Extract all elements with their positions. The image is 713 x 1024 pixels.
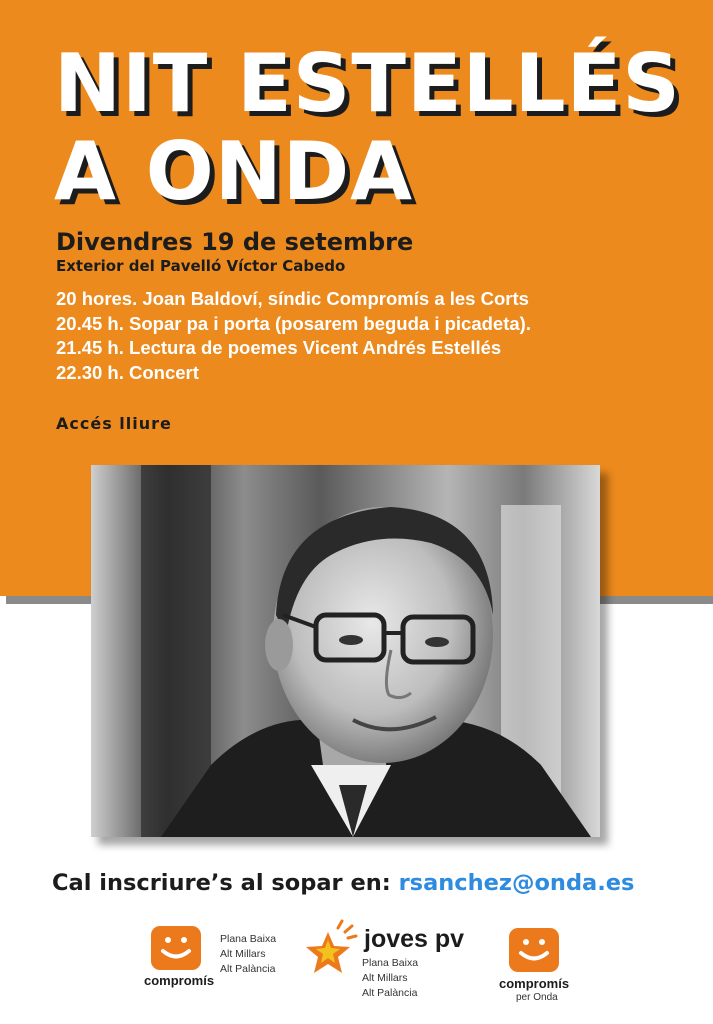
region-item: Alt Millars	[362, 972, 408, 984]
signup-text: Cal inscriure’s al sopar en:	[52, 870, 399, 896]
region-item: Alt Palància	[362, 987, 418, 999]
compromis-region-list	[220, 932, 276, 977]
title-line-1: NIT ESTELLÉS	[54, 37, 681, 130]
signup-email-link[interactable]: rsanchez@onda.es	[398, 870, 635, 896]
schedule-item: 20.45 h. Sopar pa i porta (posarem beguda i picadeta).	[56, 312, 531, 334]
region-item: Plana Baixa	[362, 957, 419, 969]
joves-logo-name: joves pv	[364, 925, 465, 953]
portrait-illustration	[91, 465, 600, 837]
compromis-onda-subtitle: per Onda	[516, 992, 558, 1003]
event-date: Divendres 19 de setembre	[56, 228, 414, 256]
region-item: Alt Millars	[220, 948, 266, 960]
joves-region-list	[362, 956, 418, 1001]
title-line-2: A ONDA	[54, 125, 414, 218]
compromis-logo-icon	[151, 926, 201, 970]
signup-line	[52, 870, 634, 896]
access-note: Accés lliure	[56, 414, 172, 433]
region-item: Alt Palància	[220, 963, 276, 975]
schedule-item: 22.30 h. Concert	[56, 361, 199, 383]
event-venue: Exterior del Pavelló Víctor Cabedo	[56, 257, 346, 275]
compromis-onda-logo-name: compromís	[499, 976, 570, 991]
region-item: Plana Baixa	[220, 933, 277, 945]
compromis-logo-name: compromís	[144, 973, 215, 988]
schedule-item: 21.45 h. Lectura de poemes Vicent Andrés Estellés	[56, 337, 502, 358]
portrait-photo	[91, 465, 600, 837]
schedule-item: 20 hores. Joan Baldoví, síndic Compromís a les Corts	[56, 288, 529, 309]
compromis-onda-logo-icon	[509, 928, 559, 972]
joves-star-icon	[300, 918, 360, 976]
poster-title	[54, 37, 694, 218]
schedule-list	[56, 287, 706, 385]
